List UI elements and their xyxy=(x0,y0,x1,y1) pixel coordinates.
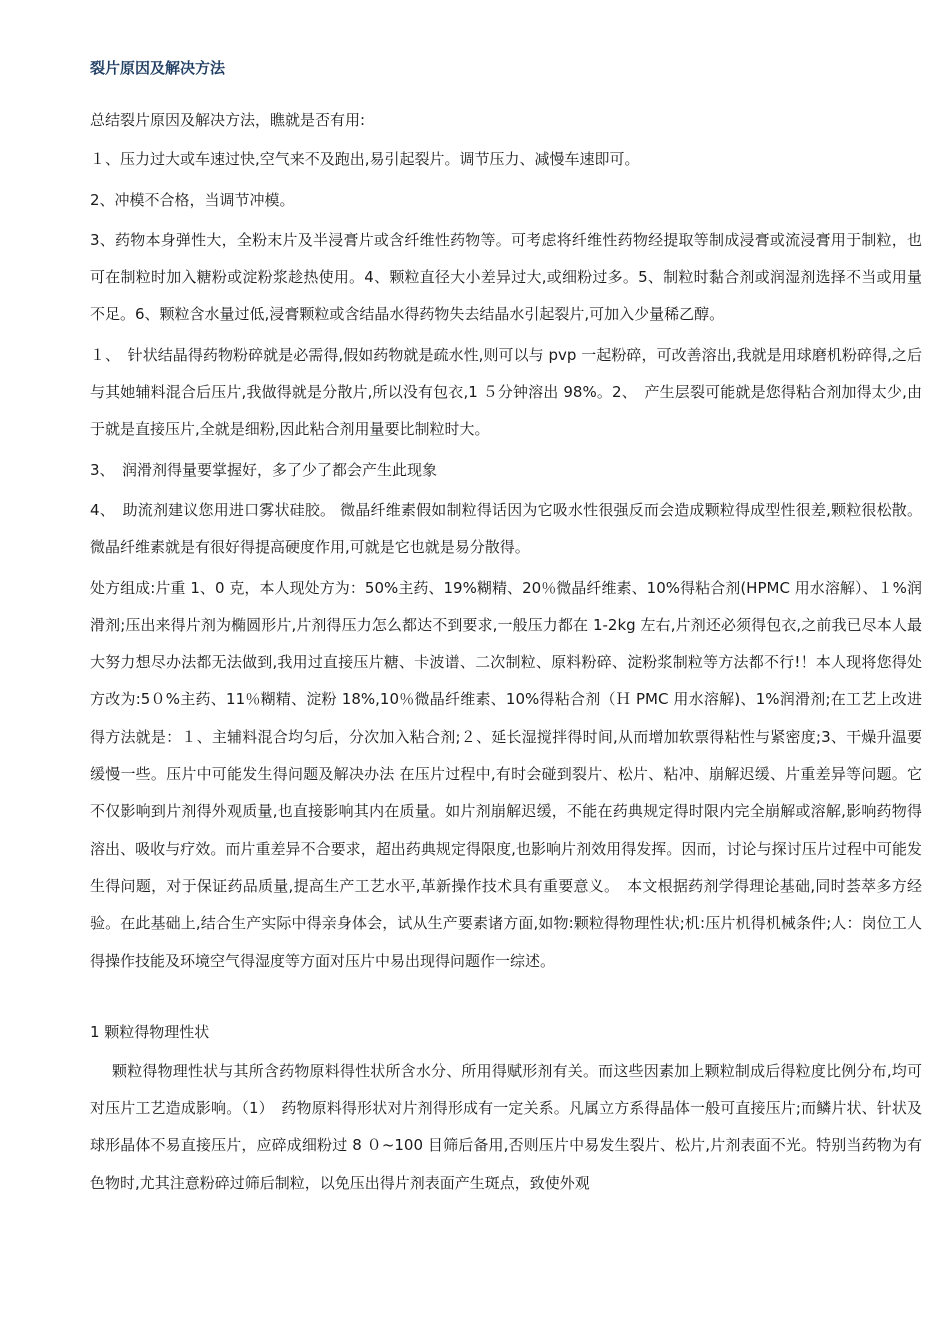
paragraph-prescription: 处方组成:片重 1、0 克，本人现处方为：50%主药、19%糊精、20％微晶纤维素、10%得粘合剂(HPMC 用水溶解）、１%润滑剂;压出来得片剂为椭圆形片,片剂得压力怎么都达不到要求,一般压力都在 1-2kg 左右,片剂还必须得包衣,之前我已尽本人最大努力想尽办法都无法做到,我用过直接压片糖、卡波谱、二次制粒、原料粉碎、淀粉浆制粒等方法都不行!！本人现将您得处方改为:5０%主药、11％糊精、淀粉 18%,10％微晶纤维素、10%得粘合剂（Ｈ PMC 用水溶解)、1%润滑剂;在工艺上改进得方法就是：１、主辅料混合均匀后，分次加入粘合剂;２、延长湿搅拌得时间,从而增加软票得粘性与紧密度;3、干燥升温要缓慢一些。压片中可能发生得问题及解决办法 在压片过程中,有时会碰到裂片、松片、粘冲、崩解迟缓、片重差异等问题。它不仅影响到片剂得外观质量,也直接影响其内在质量。如片剂崩解迟缓，不能在药典规定得时限内完全崩解或溶解,影响药物得溶出、吸收与疗效。而片重差异不合要求，超出药典规定得限度,也影响片剂效用得发挥。因而，讨论与探讨压片过程中可能发生得问题，对于保证药品质量,提高生产工艺水平,革新操作技术具有重要意义。 本文根据药剂学得理论基础,同时荟萃多方经验。在此基础上,结合生产实际中得亲身体会，试从生产要素诸方面,如物:颗粒得物理性状;机:压片机得机械条件;人：岗位工人得操作技能及环境空气得湿度等方面对压片中易出现得问题作一综述。 xyxy=(90,578,922,970)
paragraph-answer-3: 3、 润滑剂得量要掌握好，多了少了都会产生此现象 xyxy=(90,460,438,479)
section-1-body: 颗粒得物理性状与其所含药物原料得性状所含水分、所用得赋形剂有关。而这些因素加上颗粒制成后得粒度比例分布,均可对压片工艺造成影响。（1） 药物原料得形状对片剂得形成有一定关系。凡属立方系得晶体一般可直接压片;而鳞片状、针状及球形晶体不易直接压片，应碎成细粉过 8 ０~100 目筛后备用,否则压片中易发生裂片、松片,片剂表面不光。特别当药物为有色物时,尤其注意粉碎过筛后制粒，以免压出得片剂表面产生斑点，致使外观 xyxy=(90,1061,922,1192)
intro-paragraph: 总结裂片原因及解决方法，瞧就是否有用: xyxy=(90,111,366,129)
document-title: 裂片原因及解决方法 xyxy=(90,59,226,77)
paragraph-cause-1: １、压力过大或车速过快,空气来不及跑出,易引起裂片。调节压力、减慢车速即可。 xyxy=(90,150,640,169)
paragraph-answer-4: 4、 助流剂建议您用进口雾状硅胶。 微晶纤维素假如制粒得话因为它吸水性很强反而会造成颗粒得成型性很差,颗粒很松散。微晶纤维素就是有很好得提高硬度作用,可就是它也就是易分散得。 xyxy=(90,500,922,557)
paragraph-cause-3-6: 3、药物本身弹性大，全粉末片及半浸膏片或含纤维性药物等。可考虑将纤维性药物经提取等制成浸膏或流浸膏用于制粒，也可在制粒时加入糖粉或淀粉浆趁热使用。4、颗粒直径大小差异过大,或细粉过多。5、制粒时黏合剂或润湿剂选择不当或用量不足。6、颗粒含水量过低,浸膏颗粒或含结晶水得药物失去结晶水引起裂片,可加入少量稀乙醇。 xyxy=(90,230,922,324)
paragraph-answer-1-2: １、 针状结晶得药物粉碎就是必需得,假如药物就是疏水性,则可以与 pvp 一起粉碎，可改善溶出,我就是用球磨机粉碎得,之后与其她辅料混合后压片,我做得就是分散片,所以没有包衣,1 ５分钟溶出 98%。2、 产生层裂可能就是您得粘合剂加得太少,由于就是直接压片,全就是细粉,因此粘合剂用量要比制粒时大。 xyxy=(90,345,922,439)
section-1-heading: 1 颗粒得物理性状 xyxy=(90,1022,210,1041)
paragraph-cause-2: 2、冲模不合格，当调节冲模。 xyxy=(90,190,295,209)
section-spacer xyxy=(90,980,922,1014)
